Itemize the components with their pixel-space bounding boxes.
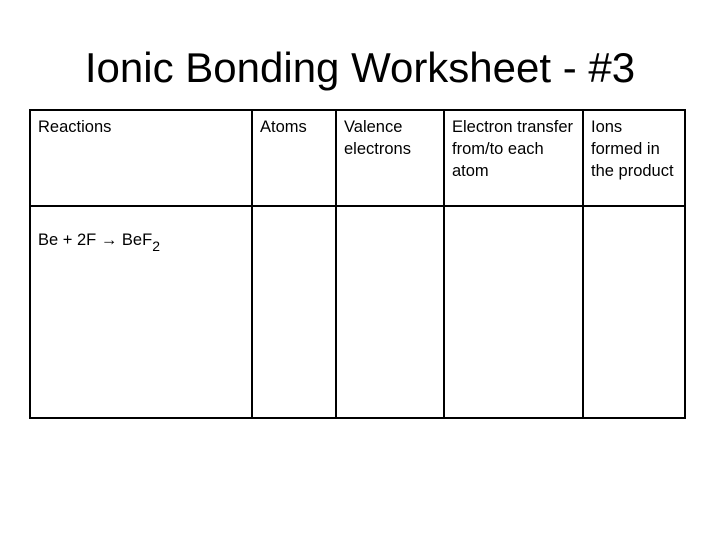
reaction-cell — [30, 206, 252, 418]
header-reactions: Reactions — [30, 110, 252, 206]
valence-electrons-cell[interactable] — [336, 206, 444, 418]
reaction-equation: Be + 2F → Be — [38, 231, 143, 249]
header-valence-electrons: Valence electrons — [336, 110, 444, 206]
worksheet-table — [29, 109, 686, 419]
table-row — [30, 206, 685, 418]
reaction-product-element: F — [142, 231, 153, 249]
header-ions-formed: Ions formed in the product — [583, 110, 685, 206]
atoms-cell[interactable] — [252, 206, 336, 418]
reaction-product-subscript: 2 — [152, 238, 160, 254]
page-title: Ionic Bonding Worksheet - #3 — [84, 44, 636, 91]
electron-transfer-cell[interactable] — [444, 206, 583, 418]
ions-formed-cell[interactable] — [583, 206, 685, 418]
header-row — [30, 110, 685, 206]
header-electron-transfer: Electron transfer from/to each atom — [444, 110, 583, 206]
header-atoms: Atoms — [252, 110, 336, 206]
